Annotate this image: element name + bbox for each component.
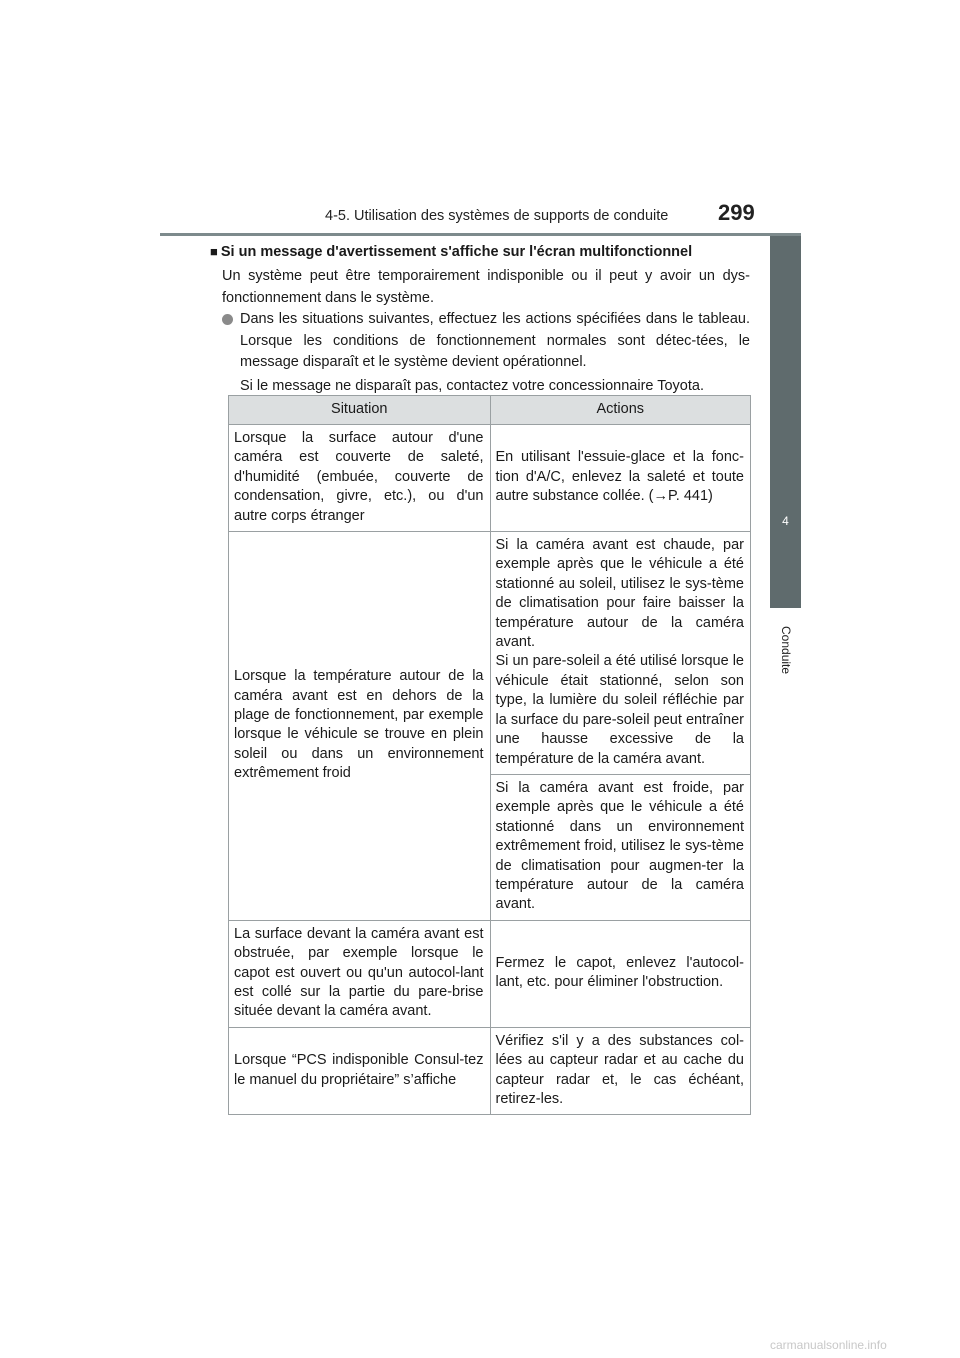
action-cell: En utilisant l'essuie-glace et la fonc-tion d'A/C, enlevez la saleté et toute autre substance collée. (→P. 441)	[490, 425, 751, 532]
table-row	[229, 920, 751, 1027]
action-cell	[490, 532, 751, 775]
square-bullet-icon: ■	[210, 244, 218, 259]
situation-cell: La surface devant la caméra avant est obstruée, par exemple lorsque le capot est ouvert ou qu'un autocol-lant est collé sur la partie du pare-brise située devant la caméra avant.	[229, 920, 491, 1027]
bullet-subtext: Si le message ne disparaît pas, contactez votre concessionnaire Toyota.	[240, 377, 704, 394]
situation-cell: Lorsque la surface autour d'une caméra est couverte de saleté, d'humidité (embuée, couverte de condensation, givre, etc.), ou d'un autre corps étranger	[229, 425, 491, 532]
action-cell: Si la caméra avant est froide, par exemple après que le véhicule a été stationné dans un environnement extrêmement froid, utilisez le sys-tème de climatisation pour augmen-ter la température autour de la caméra avant.	[490, 774, 751, 920]
table-row	[229, 425, 751, 532]
table-row	[229, 532, 751, 775]
bullet-item	[222, 309, 750, 397]
action-cell: Vérifiez s'il y a des substances col-lées au capteur radar et au cache du capteur radar et, le cas échéant, retirez-les.	[490, 1027, 751, 1115]
header-actions: Actions	[490, 396, 751, 425]
table-header-row	[229, 396, 751, 425]
section-heading	[210, 244, 770, 260]
warning-actions-table	[228, 395, 751, 1115]
page-number: 299	[718, 200, 755, 225]
chapter-tab	[770, 236, 801, 608]
intro-paragraph: Un système peut être temporairement indisponible ou il peut y avoir un dys-fonctionnement dans le système.	[222, 268, 750, 306]
header-divider	[160, 233, 801, 236]
action-cell: Fermez le capot, enlevez l'autocol-lant, etc. pour éliminer l'obstruction.	[490, 920, 751, 1027]
action-text: Si un pare-soleil a été utilisé lorsque le véhicule était stationné, selon son type, la lumière du soleil réfléchie par la surface du pare-soleil peut entraîner une hausse excessive de la température de la caméra avant.	[495, 653, 744, 767]
header-situation: Situation	[229, 396, 491, 425]
bullet-text: Dans les situations suivantes, effectuez les actions spécifiées dans le tableau. Lorsque les conditions de fonctionnement normales sont détec-tées, le message disparaît et le système devient opérationnel.	[240, 311, 750, 370]
situation-cell: Lorsque la température autour de la caméra avant est en dehors de la plage de fonctionnement, par exemple lorsque le véhicule se trouve en plein soleil ou dans un environnement extrêmement froid	[229, 532, 491, 921]
situation-cell: Lorsque “PCS indisponible Consul-tez le manuel du propriétaire” s’affiche	[229, 1027, 491, 1115]
chapter-label: Conduite	[779, 625, 793, 675]
watermark: carmanualsonline.info	[770, 1338, 887, 1352]
chapter-number: 4	[782, 514, 789, 528]
round-bullet-icon	[222, 314, 233, 325]
action-text: Si la caméra avant est chaude, par exemple après que le véhicule a été stationné au soleil, utilisez le sys-tème de climatisation pour faire baisser la température autour de la caméra avant.	[495, 537, 744, 651]
table-row	[229, 1027, 751, 1115]
section-title: 4-5. Utilisation des systèmes de supports de conduite	[325, 208, 669, 224]
section-heading-text: Si un message d'avertissement s'affiche sur l'écran multifonctionnel	[220, 244, 693, 260]
